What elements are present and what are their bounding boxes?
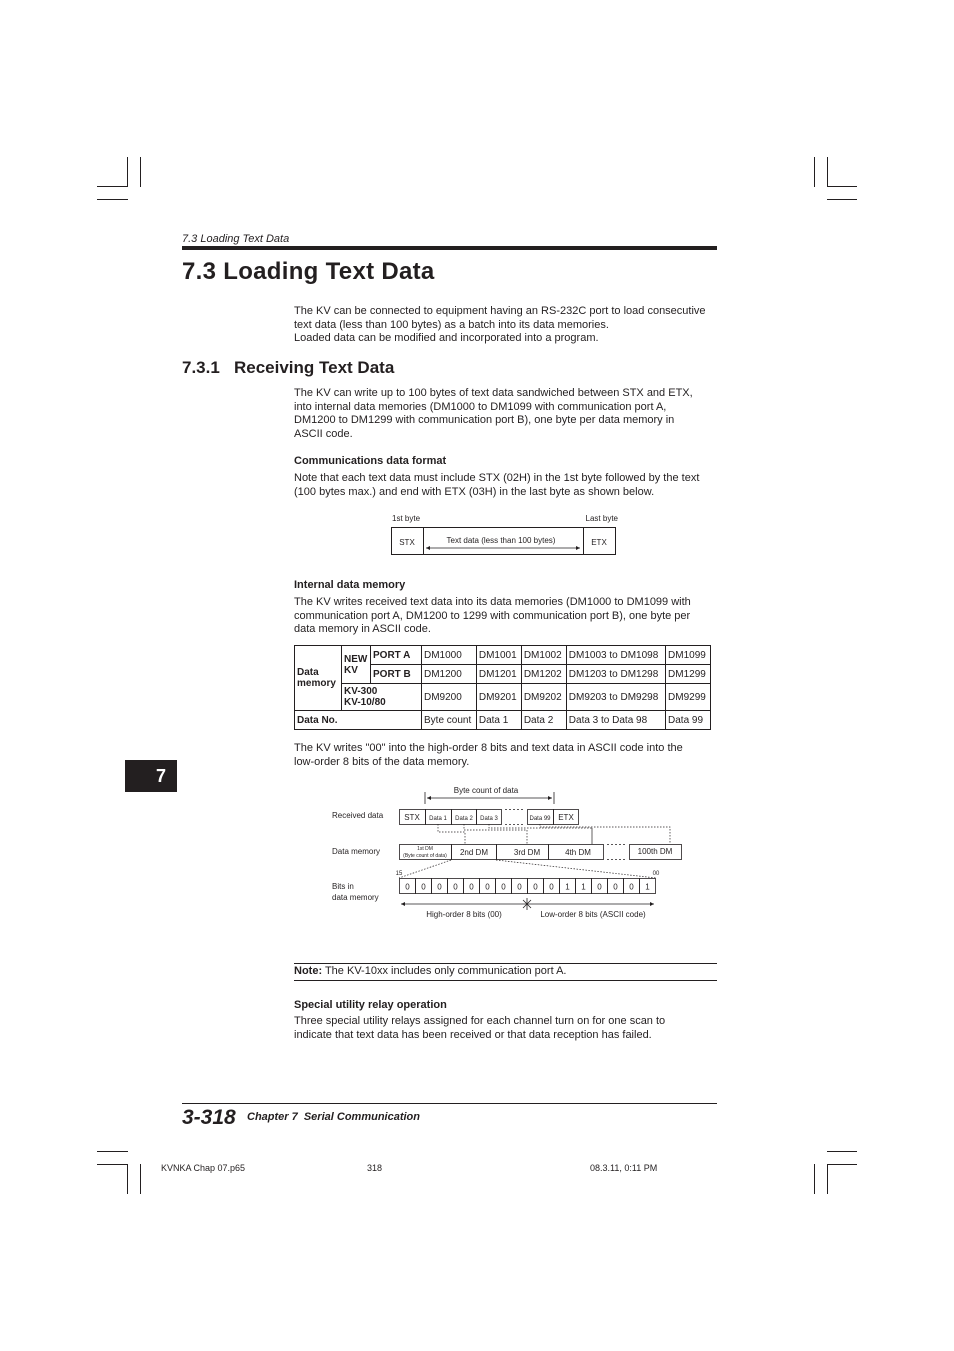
crop-mark <box>140 157 141 187</box>
stx-cell: STX <box>399 538 415 547</box>
text-line: ASCII code. <box>294 427 353 440</box>
received-cell: STX <box>404 813 420 822</box>
text-line: (100 bytes max.) and end with ETX (03H) in the last byte as shown below. <box>294 485 655 498</box>
write-text <box>294 742 683 769</box>
data-memory-table <box>294 645 711 730</box>
received-cell: Data 3 <box>480 816 498 822</box>
crop-mark <box>97 199 128 200</box>
crop-mark <box>827 199 857 200</box>
table-cell <box>295 646 342 711</box>
bit-cell: 0 <box>405 882 410 892</box>
bit-cell: 0 <box>629 882 634 892</box>
arrow-head <box>427 796 431 800</box>
table-cell: DM1203 to DM1298 <box>566 665 665 684</box>
table-cell: DM9201 <box>476 684 521 711</box>
running-header: 7.3 Loading Text Data <box>182 233 290 245</box>
low-order-label: Low-order 8 bits (ASCII code) <box>540 910 646 919</box>
header-rule <box>182 246 717 250</box>
comm-format-heading: Communications data format <box>294 455 447 467</box>
text-line: indicate that text data has been received or that data reception has failed. <box>294 1028 652 1041</box>
table-row <box>295 711 711 730</box>
text-data-label: Text data (less than 100 bytes) <box>446 536 556 545</box>
mapping-line <box>464 824 527 844</box>
footer-chapter: Chapter 7 Serial Communication <box>247 1111 420 1123</box>
table-cell: Data 2 <box>521 711 566 730</box>
bits-label: data memory <box>332 893 379 902</box>
first-dm-label: (Byte count of data) <box>403 853 447 859</box>
bit-cell: 0 <box>485 882 490 892</box>
text-line: Loaded data can be modified and incorporated into a program. <box>294 332 599 345</box>
subsection-title: 7.3.1 Receiving Text Data <box>182 358 395 377</box>
table-cell <box>342 646 371 684</box>
cell-text: KV-10/80 <box>344 697 386 708</box>
cell-text: Data <box>297 667 319 678</box>
received-cell: Data 1 <box>429 816 447 822</box>
mapping-line <box>540 824 670 844</box>
etx-cell: ETX <box>591 538 607 547</box>
table-cell: DM1003 to DM1098 <box>566 646 665 665</box>
crop-mark <box>127 1164 128 1194</box>
crop-mark <box>127 157 128 187</box>
crop-mark <box>827 1151 857 1152</box>
bit-cells <box>400 879 656 894</box>
table-cell: DM1002 <box>521 646 566 665</box>
footer-file: KVNKA Chap 07.p65 <box>161 1163 246 1173</box>
table-cell: DM9299 <box>666 684 711 711</box>
received-cell: ETX <box>558 813 574 822</box>
footer-date: 08.3.11, 0:11 PM <box>590 1163 658 1173</box>
mapping-line <box>438 824 465 844</box>
cell-text: KV <box>344 664 358 676</box>
crop-mark <box>814 157 815 187</box>
dm-cell: 3rd DM <box>513 848 541 857</box>
internal-dm-text <box>294 596 691 637</box>
table-cell: Data 99 <box>666 711 711 730</box>
crop-mark <box>827 157 828 187</box>
crop-mark <box>97 186 128 187</box>
table-cell: Data 3 to Data 98 <box>566 711 665 730</box>
arrow-head <box>576 546 580 550</box>
table-cell: Data 1 <box>476 711 521 730</box>
table-cell: DM9202 <box>521 684 566 711</box>
table-cell <box>342 684 422 711</box>
bit-cell: 1 <box>565 882 570 892</box>
bit-cell: 0 <box>549 882 554 892</box>
bit-cell: 0 <box>533 882 538 892</box>
zoom-line <box>496 860 656 878</box>
text-line: communication port A, DM1200 to 1299 with communication port B), one byte per <box>294 609 691 622</box>
bits-label: Bits in <box>332 882 354 891</box>
dm-cell: 100th DM <box>637 847 673 856</box>
table-cell: DM9203 to DM9298 <box>566 684 665 711</box>
special-relay-heading: Special utility relay operation <box>294 999 447 1011</box>
text-line: The KV can write up to 100 bytes of text data sandwiched between STX and ETX, <box>294 387 693 399</box>
chapter-tab-number: 7 <box>155 766 166 786</box>
high-order-label: High-order 8 bits (00) <box>426 910 502 919</box>
footer-sheet: 318 <box>367 1163 383 1173</box>
arrow-head <box>548 796 552 800</box>
text-line: into internal data memories (DM1000 to DM1099 with communication port A, <box>294 400 667 413</box>
internal-dm-heading: Internal data memory <box>294 579 406 591</box>
table-cell: DM1001 <box>476 646 521 665</box>
received-cell: Data 99 <box>529 816 551 822</box>
bit-low-label: 00 <box>652 871 660 877</box>
special-relay-text <box>294 1015 665 1042</box>
table-cell: PORT B <box>371 665 422 684</box>
crop-mark <box>814 1164 815 1194</box>
received-label: Received data <box>332 811 384 820</box>
page-number: 3-318 <box>182 1106 236 1129</box>
section-intro <box>294 305 706 346</box>
section-title: 7.3 Loading Text Data <box>182 258 435 285</box>
table-cell: DM1000 <box>422 646 477 665</box>
first-byte-label: 1st byte <box>392 514 421 523</box>
table-row <box>295 646 711 665</box>
table-cell: DM1099 <box>666 646 711 665</box>
bit-high-label: 15 <box>395 871 403 877</box>
zoom-line <box>399 860 451 878</box>
text-line: Note that each text data must include STX (02H) in the 1st byte followed by the text <box>294 472 700 484</box>
bit-cell: 1 <box>645 882 650 892</box>
bit-cell: 0 <box>517 882 522 892</box>
note-rule-bottom <box>294 980 717 981</box>
dm-cell: 4th DM <box>565 848 591 857</box>
table-cell: DM1202 <box>521 665 566 684</box>
bit-cell: 0 <box>453 882 458 892</box>
bit-cell: 0 <box>597 882 602 892</box>
bit-cell: 0 <box>613 882 618 892</box>
cell-text: NEW <box>344 653 368 665</box>
arrow-head <box>401 902 405 906</box>
arrow-head <box>650 902 654 906</box>
text-line: text data (less than 100 bytes) as a batch into its data memories. <box>294 318 609 331</box>
text-line: Three special utility relays assigned for each channel turn on for one scan to <box>294 1015 666 1027</box>
table-cell: Data No. <box>295 711 422 730</box>
crop-mark <box>140 1164 141 1194</box>
cell-text: memory <box>297 678 336 689</box>
crop-mark <box>827 1164 828 1194</box>
table-row <box>295 684 711 711</box>
text-line: low-order 8 bits of the data memory. <box>294 755 470 768</box>
table-cell: DM1299 <box>666 665 711 684</box>
dm-label: Data memory <box>332 847 381 856</box>
comm-format-text <box>294 472 699 499</box>
note-text: The KV-10xx includes only communication port A. <box>322 965 567 977</box>
frame-diagram <box>380 508 630 560</box>
subsection-intro <box>294 387 693 441</box>
table-cell: DM9200 <box>422 684 477 711</box>
crop-mark <box>97 1151 128 1152</box>
text-line: DM1200 to DM1299 with communication port B), one byte per data memory in <box>294 414 675 427</box>
chapter-tab <box>125 760 177 792</box>
crop-mark <box>827 186 857 187</box>
arrow-head <box>426 546 430 550</box>
bit-cell: 0 <box>469 882 474 892</box>
note <box>294 965 566 979</box>
table-cell: Byte count <box>422 711 477 730</box>
cell-text: KV-300 <box>344 686 378 697</box>
note-label: Note: <box>294 965 323 977</box>
crop-mark <box>97 1164 128 1165</box>
dm-cell: 2nd DM <box>459 848 489 857</box>
bit-cell: 0 <box>421 882 426 892</box>
text-line: The KV writes "00" into the high-order 8 bits and text data in ASCII code into the <box>294 742 683 754</box>
note-rule-top <box>294 963 717 964</box>
table-cell: PORT A <box>371 646 422 665</box>
footer-rule <box>182 1103 717 1104</box>
bit-cell: 1 <box>581 882 586 892</box>
first-dm-label: 1st DM <box>417 846 433 852</box>
bit-cell: 0 <box>437 882 442 892</box>
text-line: data memory in ASCII code. <box>294 623 431 636</box>
bits-diagram <box>320 780 720 930</box>
table-cell: DM1200 <box>422 665 477 684</box>
text-line: The KV can be connected to equipment having an RS-232C port to load consecutive <box>294 305 706 317</box>
table-cell: DM1201 <box>476 665 521 684</box>
last-byte-label: Last byte <box>585 514 618 523</box>
crop-mark <box>827 1164 857 1165</box>
received-cell: Data 2 <box>455 816 473 822</box>
bit-cell: 0 <box>501 882 506 892</box>
text-line: The KV writes received text data into its data memories (DM1000 to DM1099 with <box>294 596 691 608</box>
byte-count-label: Byte count of data <box>453 786 519 795</box>
